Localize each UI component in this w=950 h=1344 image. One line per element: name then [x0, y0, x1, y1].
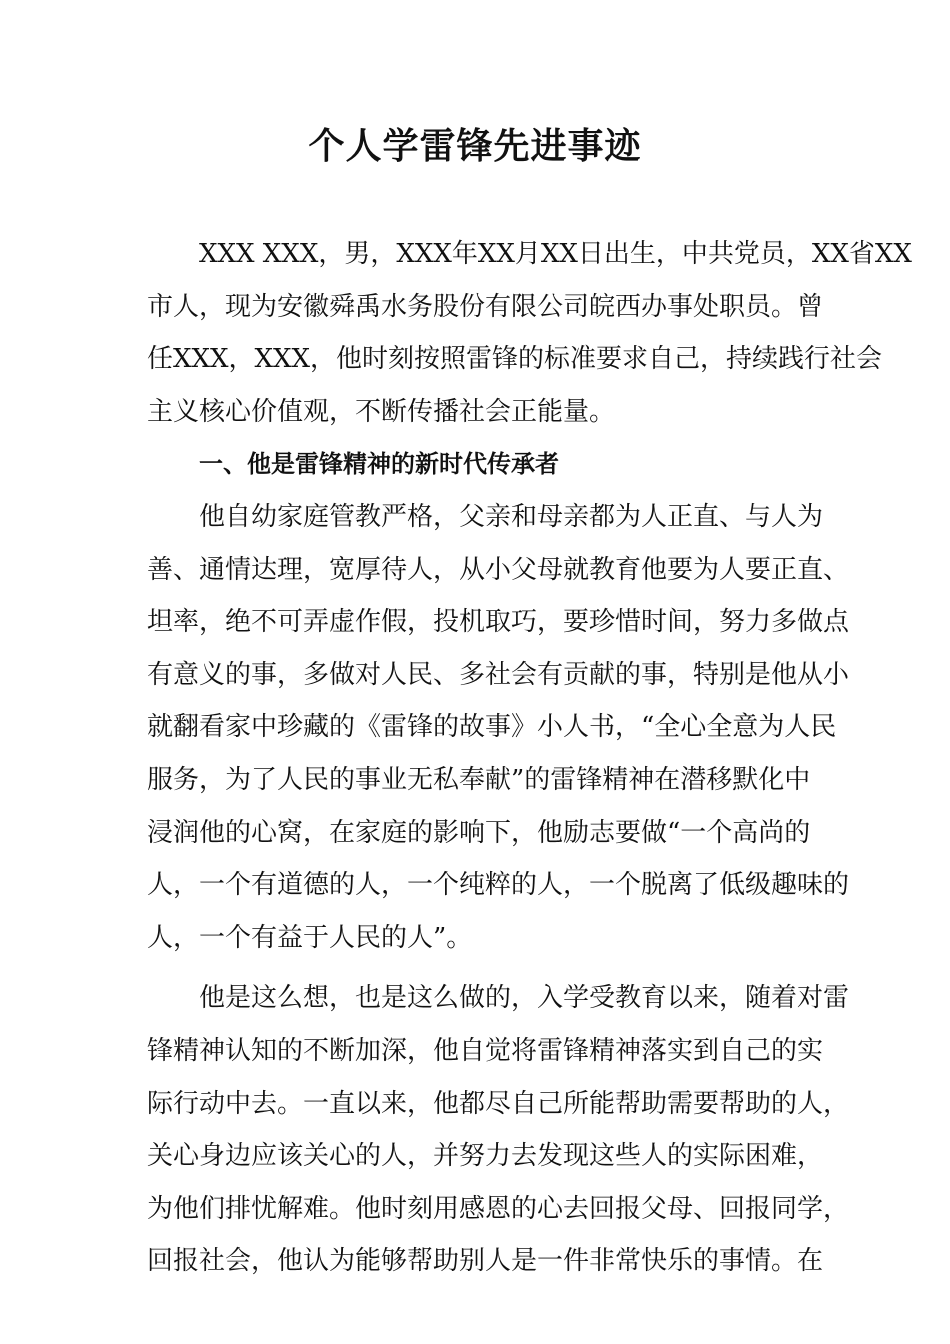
text-line: 坦率，绝不可弄虚作假，投机取巧，要珍惜时间，努力多做点 [147, 607, 850, 638]
text-line: 为他们排忧解难。他时刻用感恩的心去回报父母、回报同学， [147, 1193, 850, 1224]
paragraph-family [147, 491, 850, 964]
text-line: 服务，为了人民的事业无私奉献”的雷锋精神在潜移默化中 [147, 764, 811, 795]
text-line: 他自幼家庭管教严格，父亲和母亲都为人正直、与人为 [199, 501, 824, 532]
text-line: 任XXX，XXX，他时刻按照雷锋的标准要求自己，持续践行社会 [147, 344, 883, 375]
text-line: 就翻看家中珍藏的《雷锋的故事》小人书，“全心全意为人民 [147, 712, 837, 743]
text-line: 他是这么想，也是这么做的，入学受教育以来，随着对雷 [199, 983, 850, 1014]
text-line: 市人，现为安徽舜禹水务股份有限公司皖西办事处职员。曾 [147, 291, 824, 322]
text-line: XXX XXX，男，XXX年XX月XX日出生，中共党员，XX省XX [199, 239, 912, 269]
document-title: 个人学雷锋先进事迹 [308, 125, 642, 167]
section-heading: 一、他是雷锋精神的新时代传承者 [199, 450, 559, 479]
paragraph-action [147, 972, 850, 1288]
text-line: 锋精神认知的不断加深，他自觉将雷锋精神落实到自己的实 [147, 1035, 824, 1066]
text-line: 人，一个有益于人民的人”。 [147, 922, 473, 953]
document-body [147, 228, 912, 1288]
paragraph-intro [147, 228, 912, 438]
text-line: 人，一个有道德的人，一个纯粹的人，一个脱离了低级趣味的 [147, 870, 850, 901]
paragraph-gap [147, 964, 809, 972]
text-line: 关心身边应该关心的人，并努力去发现这些人的实际困难， [147, 1141, 824, 1172]
text-line: 回报社会，他认为能够帮助别人是一件非常快乐的事情。在 [147, 1246, 824, 1277]
text-line: 主义核心价值观，不断传播社会正能量。 [147, 396, 616, 427]
text-line: 有意义的事，多做对人民、多社会有贡献的事，特别是他从小 [147, 659, 850, 690]
text-line: 善、通情达理，宽厚待人，从小父母就教育他要为人要正直、 [147, 554, 850, 585]
text-line: 浸润他的心窝，在家庭的影响下，他励志要做“一个高尚的 [147, 817, 811, 848]
text-line: 际行动中去。一直以来，他都尽自己所能帮助需要帮助的人， [147, 1088, 850, 1119]
